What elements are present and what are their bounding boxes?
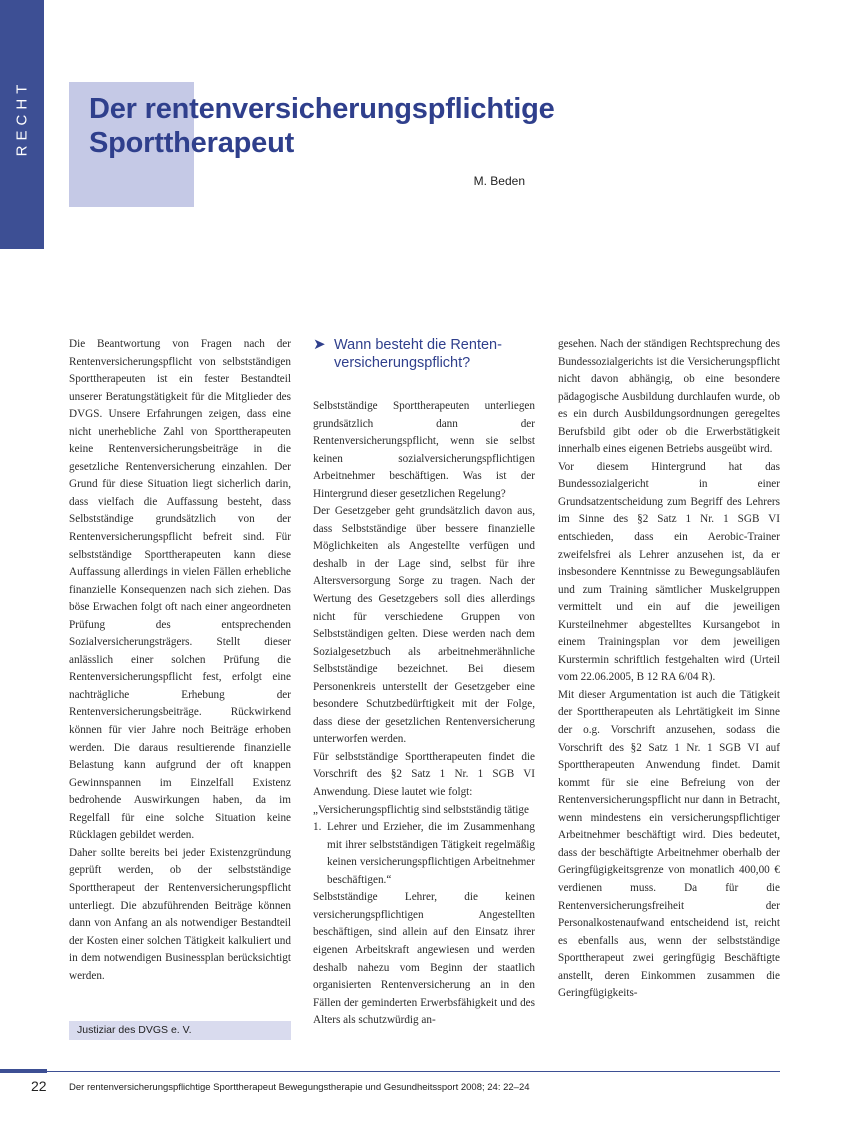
col1-paragraph-1: Die Beantwortung von Fragen nach der Rentenversicherungspflicht von selbstständigen Sporttherapeuten ist ein fester Bestandteil unserer Beratungstätigkeit für die Mitglieder des DVGS. Unsere Erfahrungen zeigen, dass eine nicht unerhebliche Zahl von Sporttherapeuten keine Rentenversicherungsbeiträge in die gesetzliche Rentenversicherung einzahlen. Der Grund für diese Situation liegt sicherlich darin, dass vielfach die Auffassung besteht, dass Selbstständige grundsätzlich von der Rentenversicherungspflicht befreit sind. Für selbstständige Sporttherapeuten kann diese Auffassung allerdings in vielen Fällen erhebliche finanzielle Konsequenzen nach sich ziehen. Das böse Erwachen folgt oft nach einer angeordneten Prüfung des entsprechenden Sozialversicherungsträgers. Stellt dieser anlässlich einer solchen Prüfung die Rentenversicherungspflicht fest, erfolgt eine nachträgliche Erhebung der Rentenversicherungsbeiträge. Rückwirkend können für vier Jahre noch Beiträge erhoben werden. Die daraus resultierende finanzielle Belastung kann aufgrund der oft knappen Gewinnspannen im Einzelfall Existenz bedrohende Auswirkungen haben, da im Regelfall für eine solche Situation keine Rücklagen gebildet werden. xyxy=(69,338,291,842)
section-tab-label: RECHT xyxy=(13,79,31,157)
section-tab xyxy=(0,0,44,249)
list-item-number: 1. xyxy=(313,821,322,834)
list-item xyxy=(313,819,535,889)
author: M. Beden xyxy=(473,174,525,188)
col1-paragraph-2: Daher sollte bereits bei jeder Existenzgründung geprüft werden, ob der selbstständige Sporttherapeut der Rentenversicherungspflicht unterliegt. Die abzuführenden Beiträge können dann von Anfang an als notwendiger Bestandteil der Kosten einer solchen Tätigkeit kalkuliert und in dem notwendigen Businessplan berücksichtigt werden. xyxy=(69,846,291,982)
col3-paragraph-2: Vor diesem Hintergrund hat das Bundessozialgericht in einer Grundsatzentscheidung zum Begriff des Lehrers im Sinne des §2 Satz 1 Nr. 1 SGB VI entschieden, dass ein Aerobic-Trainer zweifelsfrei als Lehrer anzusehen ist, da er insbesondere Kenntnisse zu Bewegungsabläufen und zum Training sämtlicher Muskelgruppen vermittelt und ein auf die jeweiligen Kursteilnehmer abgestelltes Kursangebot in einem Trainingsplan vor dem jeweiligen Kurstermin schriftlich festgehalten wird (Urteil vom 22.06.2005, B 12 RA 6/04 R). xyxy=(558,460,780,684)
col2-paragraph-3: Für selbstständige Sporttherapeuten findet die Vorschrift des §2 Satz 1 Nr. 1 SGB VI Anwendung. Diese lautet wie folgt: xyxy=(313,750,535,799)
section-heading xyxy=(313,336,535,372)
footer-citation: Der rentenversicherungspflichtige Sporttherapeut Bewegungstherapie und Gesundheitssport 2008; 24: 22–24 xyxy=(69,1082,530,1093)
section-heading-line-1: Wann besteht die Renten- xyxy=(334,337,502,353)
column-2 xyxy=(313,336,535,1030)
col3-paragraph-3: Mit dieser Argumentation ist auch die Tätigkeit der Sporttherapeuten als Lehrtätigkeit im Sinne der o.g. Vorschrift anzusehen, sodass die Vorschrift des §2 Satz 1 Nr. 1 SGB VI auf Sporttherapeuten Anwendung findet. Damit kommt für sie eine Befreiung von der Rentenversicherungspflicht nur dann in Betracht, wenn mindestens ein versicherungspflichtiger Arbeitnehmer beschäftigt wird. Dies bedeutet, dass der beschäftigte Arbeitnehmer oberhalb der Geringfügigkeitsgrenze von monatlich 400,00 € verdienen muss. Da für die Rentenversicherungsfreiheit der Personalkostenaufwand entscheidend ist, reicht es ebenfalls aus, wenn der selbstständige Sporttherapeut zwei geringfügig Beschäftigte anstellt, deren Einkommen zusammen die Geringfügigkeits- xyxy=(558,688,780,1000)
section-heading-line-2: versicherungspflicht? xyxy=(334,355,471,371)
column-3 xyxy=(558,336,780,1003)
col3-paragraph-1: gesehen. Nach der ständigen Rechtsprechung des Bundessozialgerichts ist die Versicherungspflicht nicht davon abhängig, ob eine besondere pädagogische Ausbildung durchlaufen wurde, ob es ein durch Ausbildungsordnungen geregeltes Berufsbild gibt oder ob die Erwerbstätigkeit innerhalb eines eigenen Betriebs ausgeübt wird. xyxy=(558,338,780,456)
author-affiliation: Justiziar des DVGS e. V. xyxy=(69,1021,291,1040)
section-heading-text xyxy=(334,336,502,372)
title-line-2: Sporttherapeut xyxy=(89,127,295,159)
article-title xyxy=(89,92,649,160)
column-1 xyxy=(69,336,291,985)
title-line-1: Der rentenversicherungspflichtige xyxy=(89,93,555,125)
list-item-text: Lehrer und Erzieher, die im Zusammenhang mit ihrer selbstständigen Tätigkeit regelmäßig keinen versicherungspflichtigen Arbeitnehmer beschäftigen.“ xyxy=(327,821,535,886)
footer-rule xyxy=(44,1071,780,1072)
arrow-right-icon: ➤ xyxy=(313,336,326,353)
col2-paragraph-4: Selbstständige Lehrer, die keinen versicherungspflichtigen Angestellten beschäftigen, sind allein auf den Einsatz ihrer eigenen Arbeitskraft angewiesen und werden deshalb nahezu vom Beginn der staatlich organisierten Rentenversicherung an in den Fällen der geminderten Erwerbsfähigkeit und des Alters als schutzwürdig an- xyxy=(313,891,535,1027)
col2-paragraph-2: Der Gesetzgeber geht grundsätzlich davon aus, dass Selbstständige über bessere finanzielle Möglichkeiten als Angestellte verfügen und deshalb in der Lage sind, selbst für ihre Altersversorgung Sorge zu tragen. Nach der Wertung des Gesetzgebers soll dies allerdings nicht für verschiedene Gruppen von Selbstständigen gelten. Diese werden nach dem Sozialgesetzbuch als arbeitnehmerähnliche Selbstständige bezeichnet. Bei diesem Personenkreis unterstellt der Gesetzgeber eine besondere Schutzbedürftigkeit mit der Folge, dass diese der gesetzlichen Rentenversicherung unterworfen werden. xyxy=(313,505,535,746)
col2-quote-intro: „Versicherungspflichtig sind selbstständig tätige xyxy=(313,803,529,816)
page-number: 22 xyxy=(31,1078,47,1094)
col2-paragraph-1: Selbstständige Sporttherapeuten unterliegen grundsätzlich dann der Rentenversicherungspflicht, wenn sie selbst keinen sozialversicherungspflichtigen Arbeitnehmer beschäftigen. Was ist der Hintergrund dieser gesetzlichen Regelung? xyxy=(313,400,535,500)
footer-accent-bar xyxy=(0,1069,47,1073)
